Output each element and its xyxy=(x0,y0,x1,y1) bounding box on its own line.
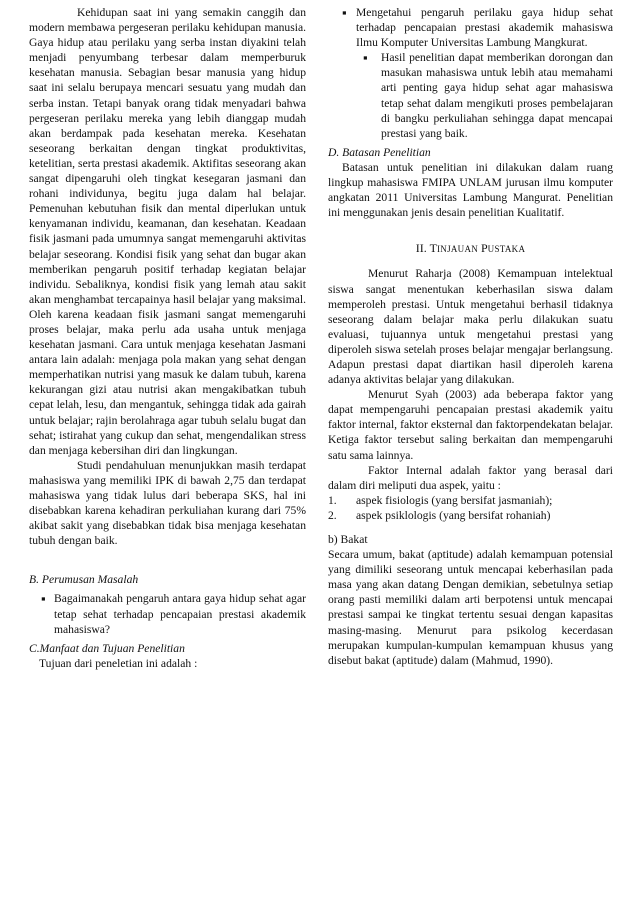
section-b-item: ▪ Bagaimanakah pengaruh antara gaya hidup sehat agar tetap sehat terhadap pencapaian prestasi akademik mahasiswa? xyxy=(29,591,306,636)
internal-factor-item xyxy=(328,493,613,508)
bakat-heading: b) Bakat xyxy=(328,533,368,546)
section-d-heading: D. Batasan Penelitian xyxy=(328,145,431,159)
item-number: 1. xyxy=(328,493,337,507)
internal-factor-item xyxy=(328,508,613,523)
section-ii-heading xyxy=(328,241,613,257)
goal-item: ▪ Mengetahui pengaruh perilaku gaya hidup sehat terhadap pencapaian prestasi akademik mahasiswa Ilmu Komputer Universitas Lambung Mangkurat. xyxy=(328,5,613,50)
syah-paragraph: Menurut Syah (2003) ada beberapa faktor yang dapat mempengaruhi pencapaian prestasi akademik yaitu faktor internal, faktor eksternal dan faktorpendekatan belajar. Ketiga faktor tersebut saling berkaitan dan mempengaruhi satu sama lainnya. xyxy=(328,388,613,462)
section-c-heading: C.Manfaat dan Tujuan Penelitian xyxy=(29,641,185,655)
section-b-heading: B. Perumusan Masalah xyxy=(29,573,139,587)
item-text: aspek psiklologis (yang bersifat rohaniah) xyxy=(356,508,551,522)
internal-factor-list xyxy=(328,493,613,523)
benefit-item: ▪ Hasil penelitian dapat memberikan dorongan dan masukan mahasiswa untuk lebih atau memahami arti penting gaya hidup sehat agar mahasiswa tetap sehat dalam mengikuti proses pembelajaran di bangku perkuliahan sehingga dapat mencapai prestasi yang baik. xyxy=(353,50,613,141)
left-column xyxy=(29,5,306,671)
section-ii-number: II. xyxy=(415,241,427,256)
section-c-intro: Tujuan dari peneletian ini adalah : xyxy=(39,656,198,670)
bakat-paragraph: Secara umum, bakat (aptitude) adalah kemampuan potensial yang dimiliki seseorang untuk mencapai keberhasilan pada masa yang akan datang Dengan demikian, sebetulnya setiap orang pasti memiliki dalam arti berpotensi untuk mencapai prestasi sampai ke tingkat tertentu sesuai dengan kapasitas masing-masing. Menurut para psikolog kecerdasan merupakan kumpulan-kumpulan kemampuan khusus yang disebut bakat (aptitude) dalam (Mahmud, 1990). xyxy=(328,548,613,667)
intro-paragraph: Kehidupan saat ini yang semakin canggih dan modern membawa pergeseran perilaku kehidupan manusia. Gaya hidup atau perilaku yang serba instan diyakini telah menjadi penyumbang terbesar dalam memperburuk kesehatan manusia. Sebagian besar manusia yang hidup saat ini selalu berupaya mencari sesuatu yang mudah dan serba instan. Tetapi banyak orang tidak menyadari bahwa pergeseran perilaku mereka yang lebih dianggap mudah akan berdampak pada kesehatan mereka. Kesehatan seseorang berkaitan dengan tingkat produktivitas, ketelitian, serta prestasi akademik. Aktifitas seseorang akan sangat dipengaruhi oleh tingkat kesegaran jasmani dan rohani individunya, begitu juga dalam hal belajar. Pemenuhan kebutuhan fisik dan mental diperlukan untuk kenyamanan individu, keamanan, dan kesehatan. Keadaan fisik jasmani pada umumnya sangat memengaruhi aktivitas belajar seseorang. Kondisi fisik yang sehat dan bugar akan memberikan pengaruh positif terhadap kegiatan belajar individu. Sebaliknya, kondisi fisik yang lemah atau sakit akan menghambat tercapainya hasil belajar yang maksimal. Oleh karena keadaan fisik jasmani sangat memengaruhi proses belajar, maka perlu ada usaha untuk menjaga kesehatan jasmani. Cara untuk menjaga kesehatan Jasmani antara lain adalah: menjaga pola makan yang sehat dengan memperhatikan nutrisi yang masuk ke dalam tubuh, karena kekurangan gizi atau nutrisi akan mengakibatkan tubuh cepat lelah, lesu, dan mengantuk, sehingga tidak ada gairah untuk belajar; rajin berolahraga agar tubuh selalu bugat dan sehat; istirahat yang cukup dan sehat, mengendalikan stress dan menjaga kebersihan diri dan lingkungan. xyxy=(29,6,306,457)
benefit-list xyxy=(353,50,613,141)
section-ii-initial-1: T xyxy=(429,241,437,256)
section-b-list xyxy=(29,591,306,636)
internal-factor-paragraph: Faktor Internal adalah faktor yang berasal dari dalam diri meliputi dua aspek, yaitu : xyxy=(328,463,613,492)
section-d-paragraph: Batasan untuk penelitian ini dilakukan dalam ruang lingkup mahasiswa FMIPA UNLAM jurusan ilmu komputer angkatan 2011 Universitas Lambung Mangurat. Penelitian ini menggunakan jenis desain penelitian Kualitatif. xyxy=(328,160,613,220)
goal-list xyxy=(328,5,613,50)
item-text: aspek fisiologis (yang bersifat jasmaniah); xyxy=(356,493,553,507)
right-column xyxy=(328,5,613,668)
section-ii-rest-2: USTAKA xyxy=(487,244,526,255)
item-number: 2. xyxy=(328,508,337,522)
study-paragraph: Studi pendahuluan menunjukkan masih terdapat mahasiswa yang memiliki IPK di bawah 2,75 dan terdapat mahasiswa yang tidak lulus dari beberapa SKS, hal ini disebabkan karena kehadiran perkuliahan kurang dari 75% akibat sakit yang disebabkan tidak bisa menjaga kesehatan tubuh dengan baik. xyxy=(29,458,306,548)
section-ii-initial-2: P xyxy=(480,241,488,256)
section-ii-rest-1: INJAUAN xyxy=(436,244,479,255)
raharja-paragraph: Menurut Raharja (2008) Kemampuan intelektual siswa sangat menentukan keberhasilan siswa dalam memperoleh prestasi. Untuk mengetahui berhasil tidaknya seseorang dalam belajar maka perlu dilakukan suatu evaluasi, tujuannya untuk mengetahui prestasi yang diperoleh siswa setelah proses belajar mengajar berlangsung. Adapun prestasi dapat diartikan hasil diperoleh karena adanya aktivitas belajar yang dilakukan. xyxy=(328,267,613,387)
